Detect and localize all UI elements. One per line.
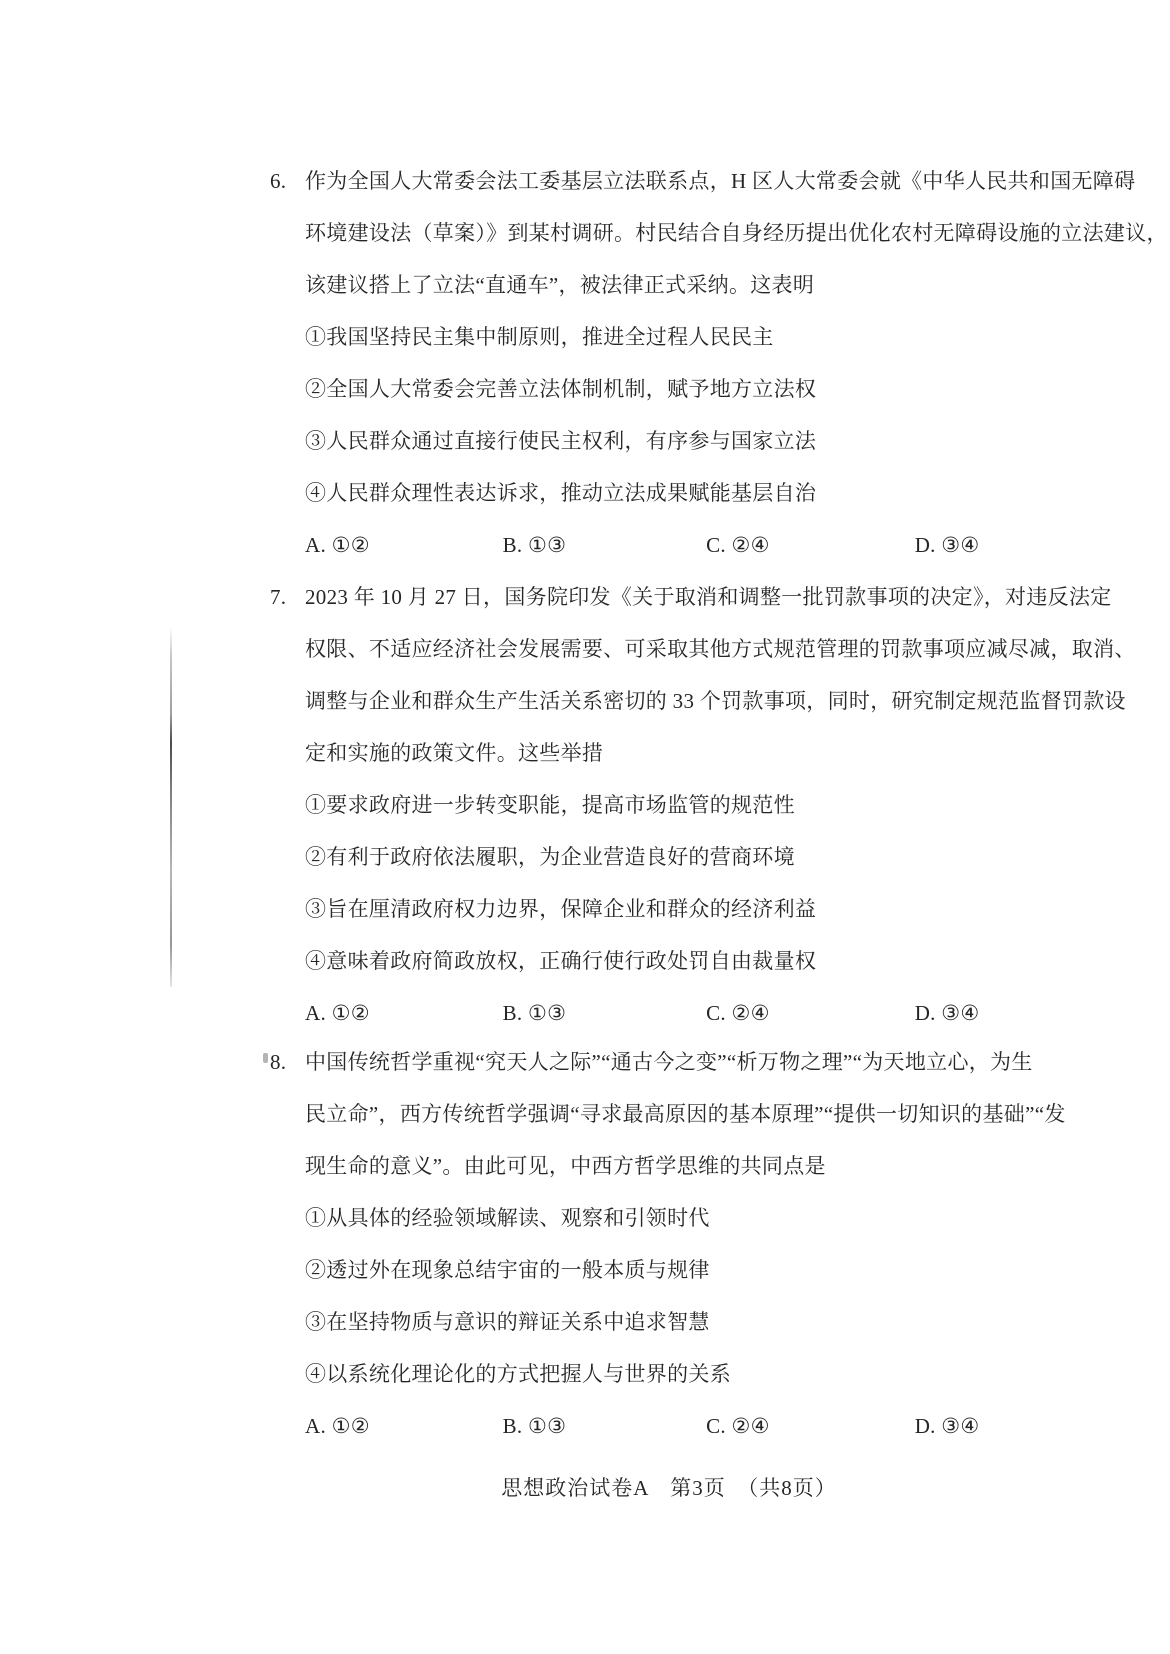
question-6-stem-line-2: 环境建设法（草案）》到某村调研。村民结合自身经历提出优化农村无障碍设施的立法建议， [305,221,1168,245]
question-7-stem-line-3: 调整与企业和群众生产生活关系密切的 33 个罚款事项，同时，研究制定规范监督罚款设 [305,689,1126,713]
question-8-stem-line-1 [270,1036,1135,1088]
question-6-number: 6. [270,169,287,193]
question-7-stem-line-1 [270,571,1135,623]
question-6-option-b: B. ①③ [502,533,567,557]
question-6 [270,155,1168,571]
question-6-item-2: ②全国人大常委会完善立法体制机制，赋予地方立法权 [305,377,817,401]
question-8-item-3: ③在坚持物质与意识的辩证关系中追求智慧 [305,1310,710,1334]
question-7-option-a: A. ①② [305,1001,370,1025]
page-footer: 思想政治试卷A 第3页 （共8页） [501,1476,837,1500]
question-7-stem-line-2: 权限、不适应经济社会发展需要、可采取其他方式规范管理的罚款事项应减尽减，取消、 [305,637,1136,661]
question-7-option-d: D. ③④ [914,1001,980,1025]
question-6-stem-line-1 [270,155,1136,207]
question-6-item-4: ④人民群众理性表达诉求，推动立法成果赋能基层自治 [305,481,817,505]
question-7 [270,571,1136,1039]
question-8-number: 8. [270,1050,287,1074]
question-6-option-c: C. ②④ [706,533,770,557]
question-8-stem-text: 中国传统哲学重视“究天人之际”“通古今之变”“析万物之理”“为天地立心，为生 [305,1050,1033,1074]
question-8-option-c: C. ②④ [706,1414,770,1438]
question-8-item-1: ①从具体的经验领域解读、观察和引领时代 [305,1206,710,1230]
question-8 [270,1036,1135,1452]
question-8-option-d: D. ③④ [914,1414,980,1438]
question-6-item-1: ①我国坚持民主集中制原则，推进全过程人民民主 [305,325,774,349]
question-6-option-d: D. ③④ [914,533,980,557]
question-8-option-a: A. ①② [305,1414,370,1438]
question-6-item-3: ③人民群众通过直接行使民主权利，有序参与国家立法 [305,429,817,453]
question-7-stem-line-4: 定和实施的政策文件。这些举措 [305,741,604,765]
question-7-item-2: ②有利于政府依法履职，为企业营造良好的营商环境 [305,845,795,869]
question-8-item-4: ④以系统化理论化的方式把握人与世界的关系 [305,1362,731,1386]
question-7-answer-options [305,987,1135,1039]
question-6-answer-options [305,519,1135,571]
question-8-stem-line-3: 现生命的意义”。由此可见，中西方哲学思维的共同点是 [305,1154,826,1178]
question-6-stem-text: 作为全国人大常委会法工委基层立法联系点，H 区人大常委会就《中华人民共和国无障碍 [305,169,1136,193]
question-7-stem-text: 2023 年 10 月 27 日，国务院印发《关于取消和调整一批罚款事项的决定》，对违反法定 [305,585,1112,609]
question-7-option-c: C. ②④ [706,1001,770,1025]
question-7-option-b: B. ①③ [502,1001,567,1025]
scan-artifact-speck [263,1053,268,1063]
question-8-item-2: ②透过外在现象总结宇宙的一般本质与规律 [305,1258,710,1282]
scan-artifact-line [170,627,172,987]
question-7-item-3: ③旨在厘清政府权力边界，保障企业和群众的经济利益 [305,897,817,921]
question-6-option-a: A. ①② [305,533,370,557]
question-6-stem-line-3: 该建议搭上了立法“直通车”，被法律正式采纳。这表明 [305,273,815,297]
question-8-stem-line-2: 民立命”，西方传统哲学强调“寻求最高原因的基本原理”“提供一切知识的基础”“发 [305,1102,1066,1126]
question-8-answer-options [305,1400,1135,1452]
question-7-item-1: ①要求政府进一步转变职能，提高市场监管的规范性 [305,793,795,817]
question-7-number: 7. [270,585,287,609]
question-8-option-b: B. ①③ [502,1414,567,1438]
question-7-item-4: ④意味着政府简政放权，正确行使行政处罚自由裁量权 [305,949,817,973]
